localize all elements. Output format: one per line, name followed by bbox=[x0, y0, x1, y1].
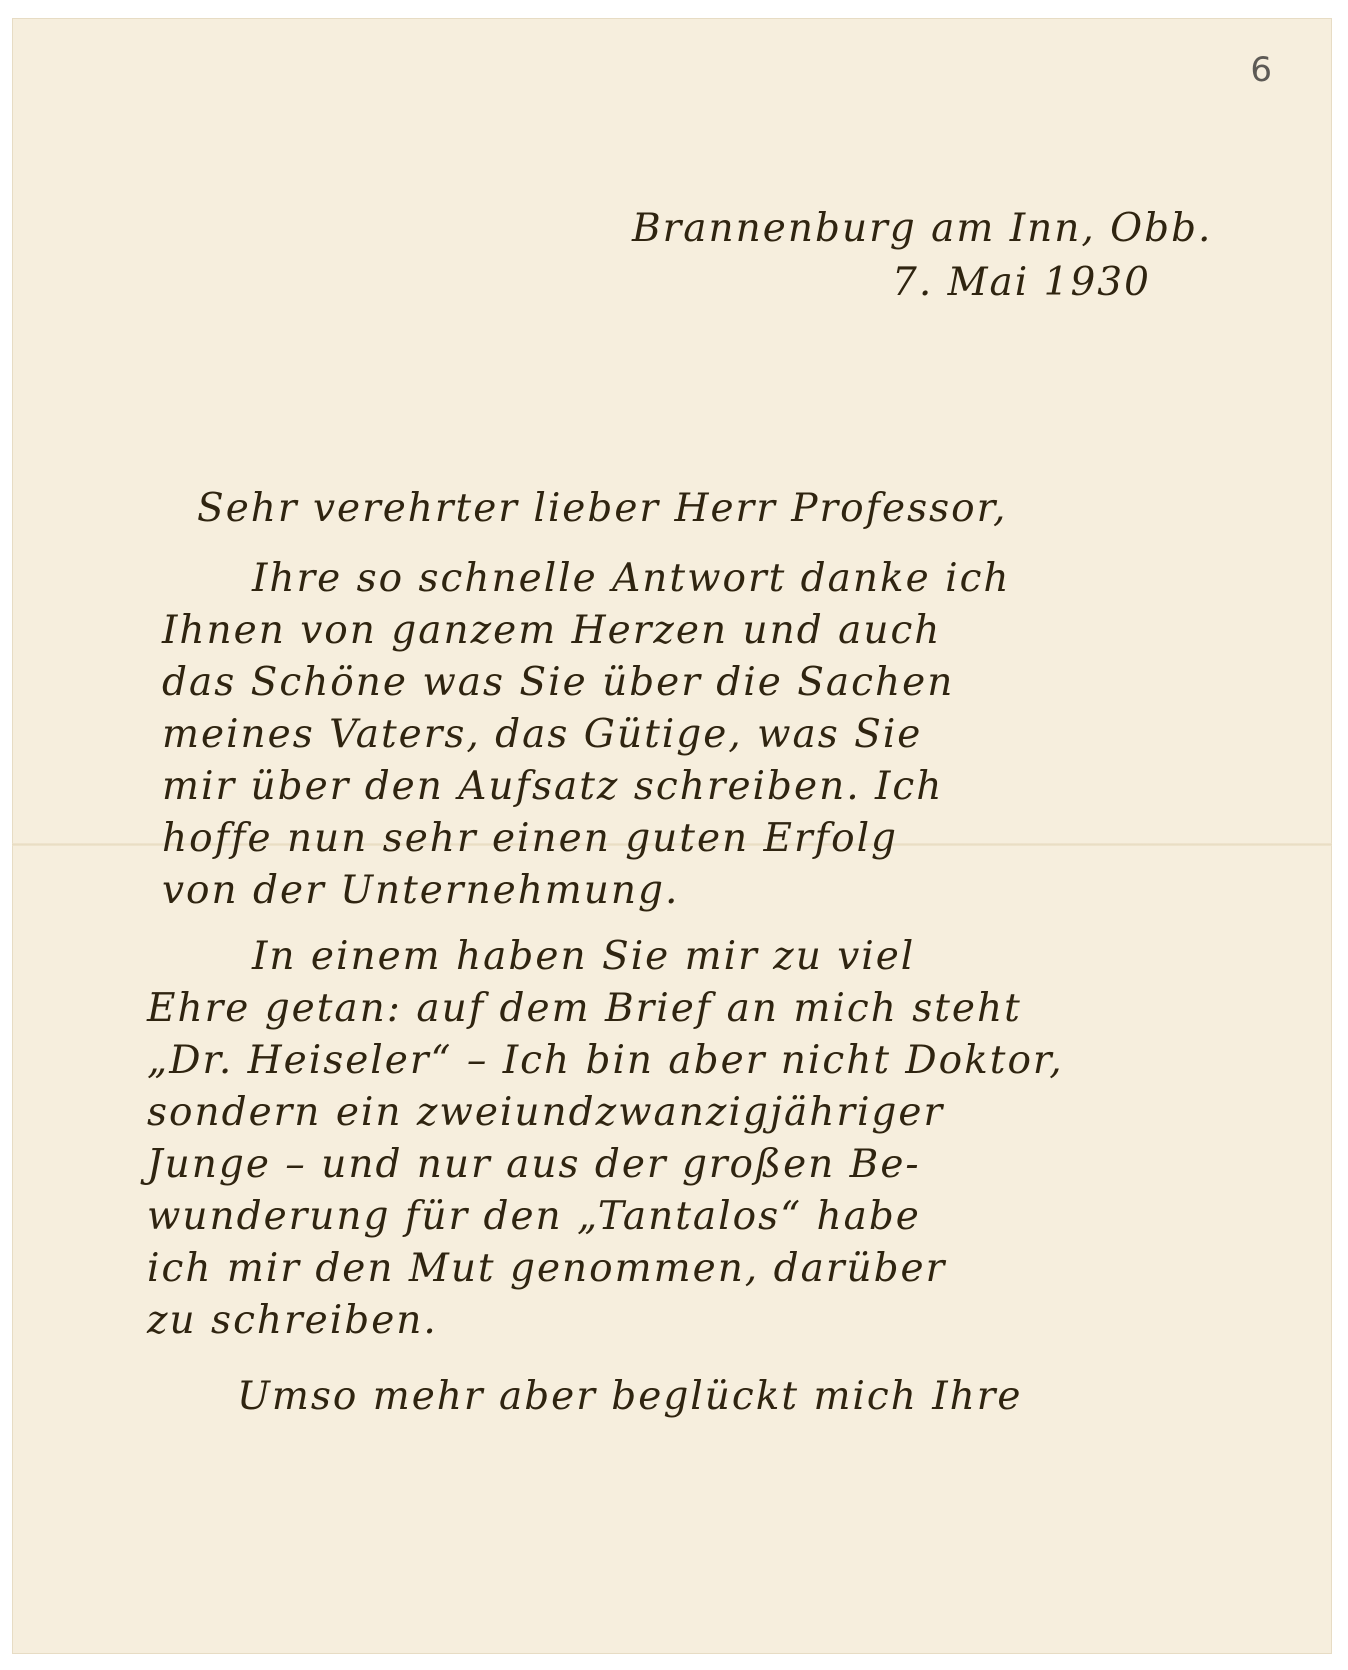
letter-date: 7. Mai 1930 bbox=[892, 260, 1151, 305]
page-number: 6 bbox=[1250, 50, 1272, 90]
letter-line: Junge – und nur aus der großen Be- bbox=[147, 1142, 921, 1187]
letter-line: das Schöne was Sie über die Sachen bbox=[162, 660, 955, 705]
letter-salutation: Sehr verehrter lieber Herr Professor, bbox=[197, 486, 1008, 531]
letter-line: Ihnen von ganzem Herzen und auch bbox=[162, 608, 942, 653]
letter-line: meines Vaters, das Gütige, was Sie bbox=[162, 712, 923, 757]
letter-sheet bbox=[12, 18, 1332, 1654]
letter-line: Ihre so schnelle Antwort danke ich bbox=[252, 556, 1011, 601]
letter-line: zu schreiben. bbox=[147, 1298, 438, 1343]
letter-line: mir über den Aufsatz schreiben. Ich bbox=[162, 764, 944, 809]
letter-place: Brannenburg am Inn, Obb. bbox=[632, 206, 1213, 251]
letter-line: „Dr. Heiseler“ – Ich bin aber nicht Doktor, bbox=[147, 1038, 1064, 1083]
letter-line: Umso mehr aber beglückt mich Ihre bbox=[237, 1374, 1023, 1419]
letter-line: Ehre getan: auf dem Brief an mich steht bbox=[147, 986, 1022, 1031]
letter-line: In einem haben Sie mir zu viel bbox=[252, 934, 916, 979]
letter-line: ich mir den Mut genommen, darüber bbox=[147, 1246, 947, 1291]
letter-line: sondern ein zweiundzwanzigjähriger bbox=[147, 1090, 945, 1135]
letter-line: wunderung für den „Tantalos“ habe bbox=[147, 1194, 921, 1239]
letter-line: hoffe nun sehr einen guten Erfolg bbox=[162, 816, 899, 861]
letter-line: von der Unternehmung. bbox=[162, 868, 680, 913]
